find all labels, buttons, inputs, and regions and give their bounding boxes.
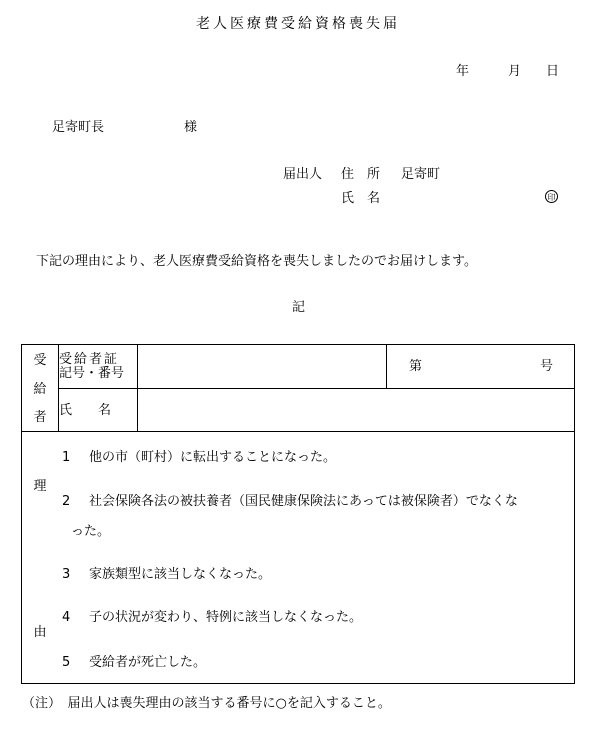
reason-text: 家族類型に該当しなくなった。 (89, 567, 272, 582)
reason-number[interactable]: 4 (62, 610, 71, 625)
footnote: （注） 届出人は喪失理由の該当する番号に○を記入すること。 (22, 696, 391, 711)
date-month-label: 月 (508, 64, 522, 79)
reason-number[interactable]: 5 (62, 655, 71, 670)
form-title: 老人医療費受給資格喪失届 (196, 16, 400, 32)
addressee-honorific: 様 (184, 120, 198, 135)
reason-text: 社会保険各法の被扶養者（国民健康保険法にあっては被保険者）でなくな (89, 494, 518, 509)
recipient-header-char: 受 (33, 353, 47, 368)
applicant-name-label: 氏 名 (341, 191, 381, 206)
recipient-header-char: 者 (33, 410, 47, 425)
intro-statement: 下記の理由により、老人医療費受給資格を喪失しましたのでお届けします。 (36, 254, 477, 269)
reason-text: 子の状況が変わり、特例に該当しなくなった。 (89, 610, 363, 625)
reason-text: 他の市（町村）に転出することになった。 (89, 450, 337, 465)
addressee-name: 足寄町長 (52, 120, 105, 135)
cert-label-line1: 受給者証 (59, 352, 120, 367)
reason-text-continued: った。 (71, 524, 111, 539)
reason-header-top: 理 (33, 479, 47, 494)
address-value: 足寄町 (401, 167, 441, 182)
ki-heading: 記 (292, 300, 306, 315)
date-day-label: 日 (546, 64, 560, 79)
form-table (21, 344, 575, 684)
reason-header-bottom: 由 (33, 625, 47, 640)
applicant-label: 届出人 (283, 167, 323, 182)
recipient-name-label: 氏 名 (59, 403, 112, 418)
table-rule (22, 431, 575, 432)
recipient-name-field[interactable] (138, 389, 574, 431)
address-label: 住 所 (341, 167, 381, 182)
cert-label-line2: 記号・番号 (59, 366, 125, 381)
recipient-header-char: 給 (33, 382, 47, 397)
reason-number[interactable]: 2 (62, 494, 71, 509)
reason-number[interactable]: 3 (62, 567, 71, 582)
reason-text: 受給者が死亡した。 (89, 655, 207, 670)
seal-mark-icon: 印 (545, 190, 558, 203)
number-suffix: 号 (540, 359, 554, 374)
table-rule (386, 345, 387, 388)
cert-number-field[interactable] (138, 345, 386, 388)
number-prefix: 第 (409, 359, 423, 374)
date-year-label: 年 (456, 64, 470, 79)
reason-number[interactable]: 1 (62, 450, 71, 465)
